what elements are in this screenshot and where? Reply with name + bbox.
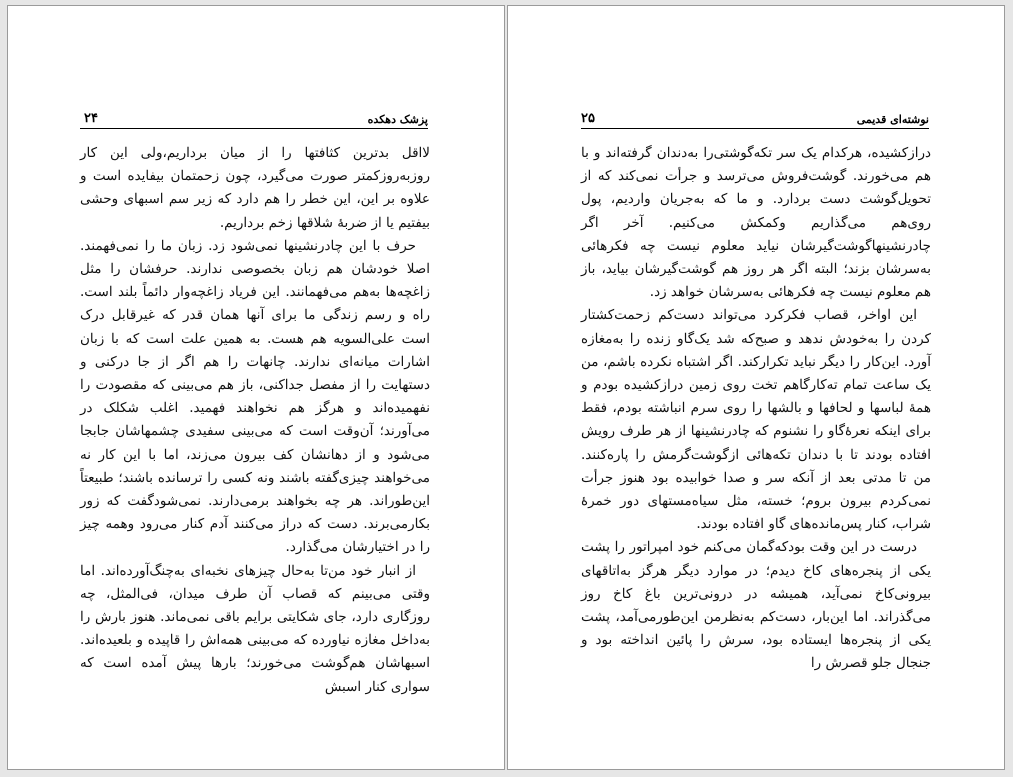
- running-head: [80, 106, 428, 129]
- running-title: نوشته‌ای قدیمی: [856, 113, 929, 126]
- paragraph: درست در این وقت بودکه‌گمان می‌کنم خود امپراتور را پشت یکی از پنجره‌های کاخ دیدم؛ در موارد دیگر هرگز به‌اتاقهای بیرونی‌کاخ نمی‌آید، همیشه در درونی‌ترین باغ کاخ روز می‌گذراند. اما این‌بار، دست‌کم به‌نظرمن این‌طورمی‌آمد، پشت یکی از پنجره‌ها ایستاده بود، سرش را پائین انداخته بود و جنجال جلو قصرش را: [581, 539, 931, 672]
- right-page: [507, 5, 1005, 770]
- body-text: [80, 142, 430, 699]
- paragraph: درازکشیده، هرکدام یک سر تکه‌گوشتی‌را به‌دندان گرفته‌اند و با هم می‌خورند. گوشت‌فروش می‌ترسد و جرأت نمی‌کند که از تحویل‌گوشت دست بردارد. و ما که به‌جریان واردیم، پول روی‌هم می‌گذاریم وکمکش می‌کنیم. آخر اگر چادرنشینهاگوشت‌گیرشان نیاید معلوم نیست چه فکرهائی به‌سرشان بزند؛ البته اگر هر روز هم گوشت‌گیرشان بیاید، باز هم معلوم نیست چه فکرهائی به‌سرشان خواهد زد.: [581, 145, 931, 301]
- page-number: ۲۴: [84, 111, 98, 126]
- left-page: [7, 5, 505, 770]
- paragraph: این اواخر، قصاب فکرکرد می‌تواند دست‌کم زحمت‌کشتار کردن را به‌خودش ندهد و صبح‌که شد یک‌گاو زنده را به‌مغازه آورد. این‌کار را دیگر نباید تکرارکند. اگر اشتباه نکرده باشم، من یک ساعت تمام ته‌کارگاهم تخت روی زمین درازکشیده بودم و همهٔ لباسها و لحافها و بالشها را روی سرم انباشته بودم، فقط برای اینکه نعرهٔ‌گاو را نشنوم که چادرنشینها از هر طرف رویش افتاده بودند تا با دندان تکه‌هائی ازگوشت‌گرمش را پاره‌کنند. من تا مدتی بعد از آنکه سر و صدا خوابیده بود هنوز جرأت نمی‌کردم بیرون بروم؛ خسته، مثل سیاه‌مستهای دور خمرهٔ شراب، کنار پس‌مانده‌های گاو افتاده بودند.: [581, 307, 931, 533]
- paragraph: از انبار خود من‌تا به‌حال چیزهای نخبه‌ای به‌چنگ‌آورده‌اند. اما وقتی می‌بینم که قصاب آن طرف میدان، فی‌المثل، چه روزگاری دارد، جای شکایتی برایم باقی نمی‌ماند. هنوز بارش را به‌داخل مغازه نیاورده که می‌بینی همه‌اش را قاپیده و بلعیده‌اند. اسبهاشان هم‌گوشت می‌خورند؛ بارها پیش آمده است که سواری کنار اسبش: [80, 562, 430, 695]
- paragraph: لااقل بدترین کثافتها را از میان برداریم،ولی این کار روزبه‌روزکمتر صورت می‌گیرد، چون زحمتمان بیفایده است و علاوه بر این، این خطر را هم دارد که زیر سم اسبهای وحشی بیفتیم یا از ضربهٔ شلاقها زخم برداریم.: [80, 145, 430, 231]
- paragraph: حرف با این چادرنشینها نمی‌شود زد. زبان ما را نمی‌فهمند. اصلا خودشان هم زبان بخصوصی ندارند. حرفشان را مثل زاغچه‌ها به‌هم می‌فهمانند. این فریاد زاغچه‌وار دائماً بلند است. راه و رسم زندگی ما برای آنها همان قدر که غیرقابل درک است علی‌السویه هم هست. به همین علت است که با زبان اشارات میانه‌ای ندارند. چانهات را هم اگر از جا درکنی و دستهایت را از مفصل جداکنی، باز هم می‌بینی که مقصودت را نفهمیده‌اند و هرگز هم نخواهند فهمید. اغلب شکلک در می‌آورند؛ آن‌وقت است که می‌بینی سفیدی چشمهاشان جابجا می‌شود و از دهانشان کف بیرون می‌زند، اما با این کار نه می‌خواهند چیزی‌گفته باشند ونه کسی را ترسانده باشند؛ طبیعتاً این‌طوراند. هر چه بخواهند برمی‌دارند. نمی‌شودگفت که زور بکارمی‌برند. دست که دراز می‌کنند آدم کنار می‌رود وهمه چیز را در اختیارشان می‌گذارد.: [80, 237, 430, 556]
- body-text: [581, 142, 931, 676]
- running-title: پزشک دهکده: [367, 113, 428, 126]
- page-number: ۲۵: [581, 111, 595, 126]
- running-head: [581, 106, 929, 129]
